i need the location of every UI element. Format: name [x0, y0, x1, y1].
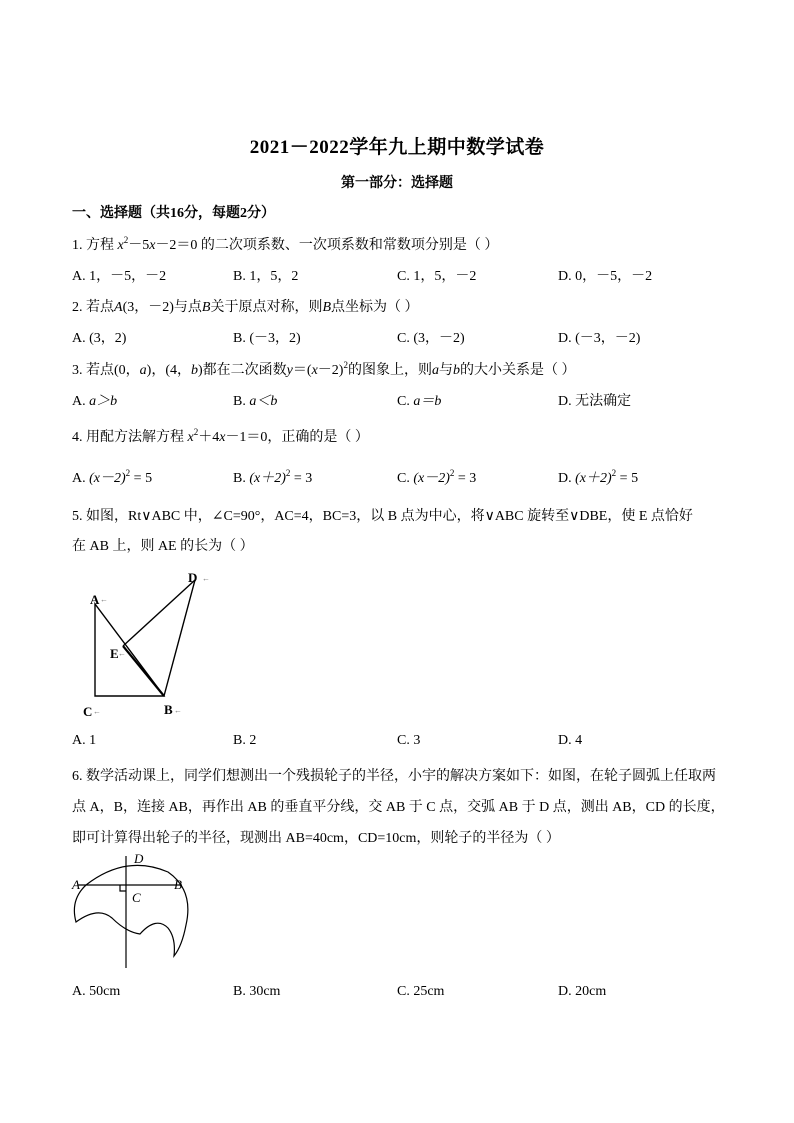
math-text: ＋4 — [198, 430, 220, 445]
question-text: 的图象上，则 — [347, 363, 432, 378]
option-expr: = 5 — [616, 471, 639, 486]
question-text: )，(4， — [146, 363, 191, 378]
math-var: x — [117, 238, 124, 253]
q5-option-b: B. 2 — [233, 733, 257, 748]
math-var: b — [452, 363, 460, 378]
question-number: 2. — [72, 300, 86, 315]
question-text: 方程 — [86, 238, 118, 253]
option-expr: a＜b — [249, 394, 278, 409]
option-label: C. — [397, 471, 414, 486]
option-label: A. — [72, 394, 90, 409]
math-var: x — [149, 238, 156, 253]
question-number: 1. — [72, 238, 86, 253]
segment-bd — [164, 580, 195, 696]
question-5-line-1: 5. 如图，Rt∨ABC 中，∠C=90°，AC=4，BC=3，以 B 点为中心，将∨ABC 旋转至∨DBE，使 E 点恰好 — [72, 509, 693, 524]
label-d: D — [134, 851, 144, 866]
q1-option-d: D. 0，－5，－2 — [558, 269, 653, 284]
math-sup: 2 — [449, 468, 455, 478]
math-var: B — [322, 300, 332, 315]
right-angle-mark — [120, 885, 126, 891]
option-expr: (x－2) — [89, 471, 126, 486]
q5-option-d: D. 4 — [558, 733, 583, 748]
q6-option-b: B. 30cm — [233, 984, 281, 999]
option-label: A. — [72, 471, 90, 486]
q3-option-d — [558, 390, 631, 410]
question-number: 4. — [72, 430, 86, 445]
q4-option-a — [72, 467, 152, 487]
option-expr: a＝b — [413, 394, 442, 409]
question-3 — [72, 359, 575, 379]
option-expr: = 5 — [130, 471, 153, 486]
q4-option-c — [397, 467, 476, 487]
q6-option-c: C. 25cm — [397, 984, 445, 999]
label-a: A — [90, 592, 100, 607]
broken-wheel-outline — [74, 865, 188, 956]
part-subtitle: 第一部分：选择题 — [341, 176, 453, 191]
math-sup: 2 — [611, 468, 617, 478]
question-text: 与 — [438, 363, 453, 378]
label-b: B — [174, 877, 182, 892]
arrow-mark: ← — [118, 649, 126, 658]
option-label: B. — [233, 471, 250, 486]
label-c: C — [83, 704, 93, 719]
option-label: D. — [558, 471, 576, 486]
q2-option-a: A. (3，2) — [72, 331, 127, 346]
math-var: a — [139, 363, 147, 378]
q6-option-d: D. 20cm — [558, 984, 607, 999]
math-text: －2) — [317, 363, 344, 378]
math-var: x — [219, 430, 226, 445]
option-expr: 无法确定 — [575, 394, 632, 409]
math-var: B — [201, 300, 211, 315]
option-expr: = 3 — [290, 471, 313, 486]
question-2 — [72, 296, 419, 316]
q2-option-d: D. (－3，－2) — [558, 331, 641, 346]
math-text: －5 — [128, 238, 150, 253]
question-number: 3. — [72, 363, 86, 378]
option-label: C. — [397, 394, 414, 409]
question-text: 若点(0， — [86, 363, 140, 378]
math-var: a — [431, 363, 439, 378]
arrow-mark: ← — [100, 595, 108, 604]
question-text: )都在二次函数 — [198, 363, 287, 378]
question-text: (3，－2)与点 — [122, 300, 202, 315]
math-var: x — [311, 363, 318, 378]
question-text: 关于原点对称，则 — [210, 300, 323, 315]
math-var: x — [187, 430, 194, 445]
question-1 — [72, 234, 498, 254]
question-text: －2＝0 的二次项系数、一次项系数和常数项分别是（ ） — [155, 238, 499, 253]
question-text: 若点 — [86, 300, 114, 315]
q5-option-c: C. 3 — [397, 733, 421, 748]
exam-title: 2021－2022学年九上期中数学试卷 — [249, 137, 545, 158]
question-5-line-2: 在 AB 上，则 AE 的长为（ ） — [72, 539, 254, 554]
math-var: A — [114, 300, 123, 315]
question-6-line-3: 即可计算得出轮子的半径，现测出 AB=40cm，CD=10cm，则轮子的半径为（ ） — [72, 831, 560, 846]
q3-option-b — [233, 390, 277, 410]
q5-option-a: A. 1 — [72, 733, 97, 748]
label-e: E — [110, 646, 119, 661]
question-text: －1＝0，正确的是（ ） — [225, 430, 369, 445]
option-expr: (x－2) — [413, 471, 450, 486]
arrow-mark: ← — [202, 574, 210, 583]
q5-triangle-figure — [78, 566, 218, 726]
q1-option-a: A. 1，－5，－2 — [72, 269, 167, 284]
q2-option-b: B. (－3，2) — [233, 331, 301, 346]
question-text: 用配方法解方程 — [86, 430, 188, 445]
option-label: D. — [558, 394, 576, 409]
math-sup: 2 — [125, 468, 131, 478]
section-heading: 一、选择题（共16分，每题2分） — [72, 206, 275, 221]
q1-option-c: C. 1，5，－2 — [397, 269, 477, 284]
question-6-line-1: 6. 数学活动课上，同学们想测出一个残损轮子的半径，小宇的解决方案如下：如图，在轮子圆弧上任取两 — [72, 769, 716, 784]
q2-option-c: C. (3，－2) — [397, 331, 465, 346]
question-text: 的大小关系是（ ） — [459, 363, 576, 378]
question-4 — [72, 426, 369, 446]
option-label: B. — [233, 394, 250, 409]
q6-option-a: A. 50cm — [72, 984, 121, 999]
label-b: B — [164, 702, 173, 717]
math-sup: 2 — [285, 468, 291, 478]
math-var: b — [191, 363, 198, 378]
question-6-line-2: 点 A，B，连接 AB，再作出 AB 的垂直平分线，交 AB 于 C 点，交弧 AB 于 D 点，测出 AB，CD 的长度， — [72, 800, 725, 815]
math-text: ＝( — [292, 363, 312, 378]
arrow-mark: ← — [93, 707, 101, 716]
label-a: A — [72, 877, 80, 892]
label-c: C — [132, 890, 141, 905]
math-sup: 2 — [343, 360, 348, 370]
q1-option-b: B. 1，5，2 — [233, 269, 299, 284]
segment-eb — [123, 646, 164, 696]
label-d: D — [188, 570, 198, 585]
question-text: 点坐标为（ ） — [331, 300, 419, 315]
q3-option-c — [397, 390, 441, 410]
segment-de — [123, 580, 195, 646]
math-var: y — [286, 363, 293, 378]
q4-option-b — [233, 467, 312, 487]
option-expr: (x＋2) — [249, 471, 286, 486]
math-sup: 2 — [123, 235, 129, 245]
q4-option-d — [558, 467, 638, 487]
q6-wheel-figure — [66, 850, 196, 975]
math-sup: 2 — [193, 427, 199, 437]
arrow-mark: ← — [174, 706, 182, 715]
option-expr: (x＋2) — [575, 471, 612, 486]
option-expr: a＞b — [89, 394, 118, 409]
q3-option-a — [72, 390, 117, 410]
option-expr: = 3 — [454, 471, 477, 486]
